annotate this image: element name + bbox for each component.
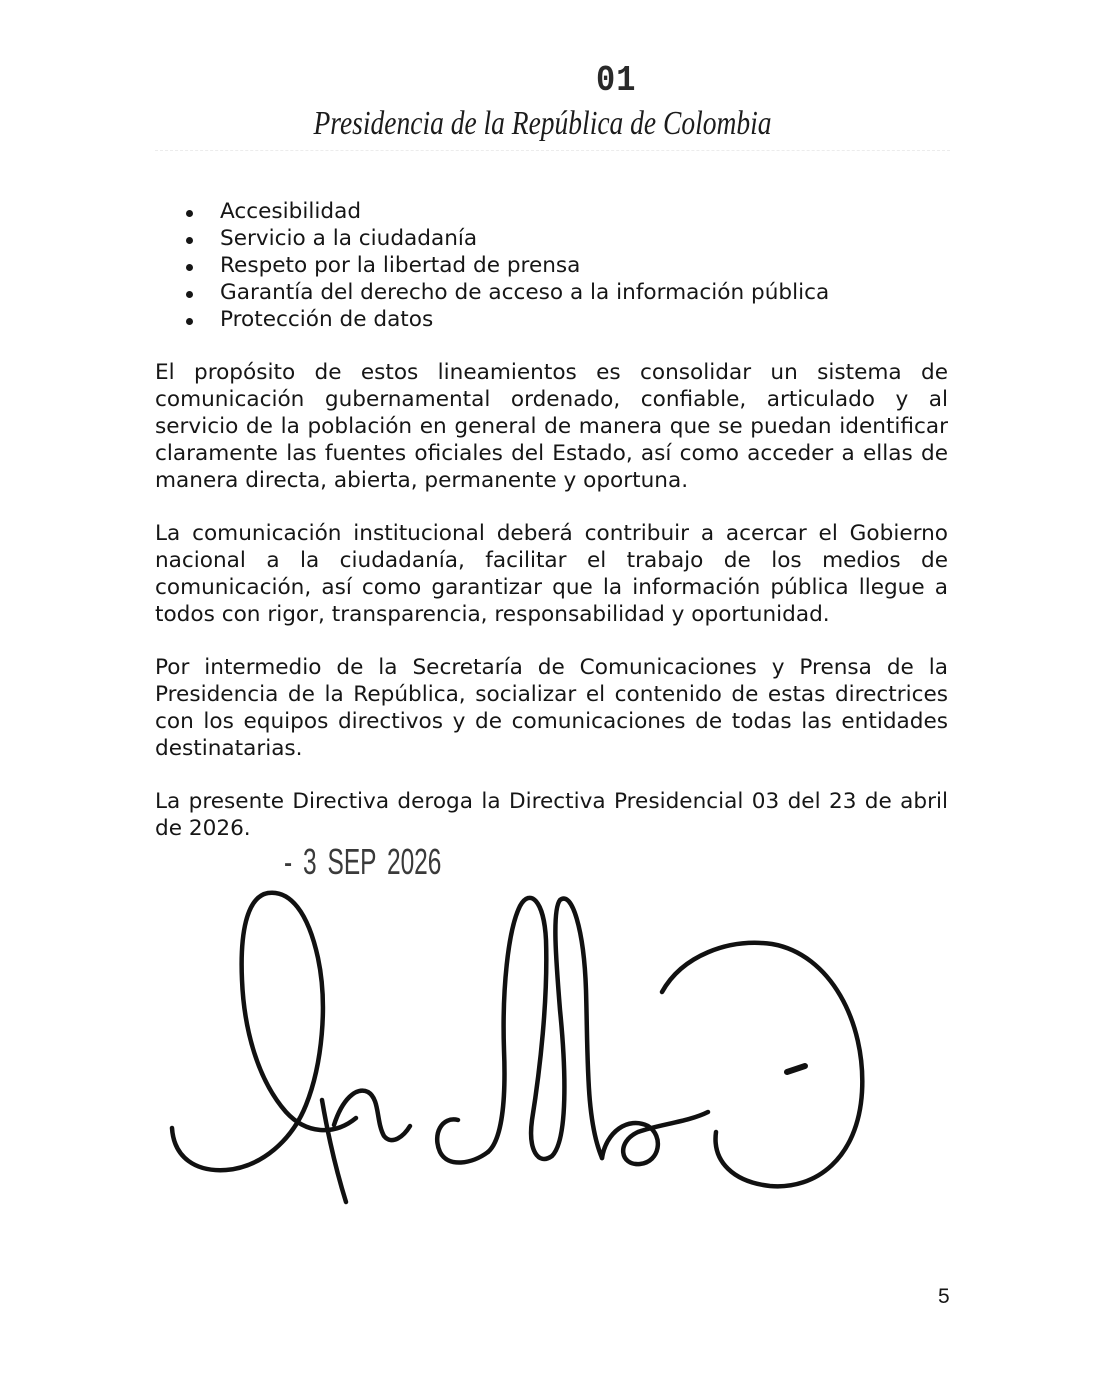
list-item — [155, 198, 948, 225]
list-item — [155, 279, 948, 306]
paragraph-line: Presidencia de la República, socializar el contenido de estas directrices — [155, 682, 948, 707]
list-item — [155, 225, 948, 252]
paragraph-line: comunicación gubernamental ordenado, confiable, articulado y al — [155, 387, 948, 412]
paragraph-line: con los equipos directivos y de comunicaciones de todas las entidades — [155, 709, 948, 734]
paragraph-repeal — [155, 788, 948, 842]
paragraph-line: de 2026. — [155, 816, 251, 841]
signature-stroke — [602, 1112, 708, 1164]
paragraph-institutional-communication — [155, 520, 948, 628]
bullet-icon — [186, 264, 193, 271]
paragraph-secretariat — [155, 654, 948, 762]
paragraph-line: nacional a la ciudadanía, facilitar el trabajo de los medios de — [155, 548, 948, 573]
bullet-icon — [186, 291, 193, 298]
paragraph-line: manera directa, abierta, permanente y oportuna. — [155, 468, 689, 493]
bullet-icon — [186, 210, 193, 217]
signature-stroke — [662, 943, 862, 1186]
document-number: 01 — [596, 59, 637, 102]
paragraph-line: todos con rigor, transparencia, responsabilidad y oportunidad. — [155, 602, 830, 627]
bullet-icon — [186, 237, 193, 244]
paragraph-line: El propósito de estos lineamientos es consolidar un sistema de — [155, 360, 948, 385]
list-item — [155, 306, 948, 333]
bullet-list — [155, 198, 948, 333]
date-stamp: - 3 SEP 2026 — [284, 841, 442, 882]
list-item-text: Garantía del derecho de acceso a la información pública — [220, 280, 830, 305]
paragraph-line: La comunicación institucional deberá contribuir a acercar el Gobierno — [155, 521, 948, 546]
paragraph-line: Por intermedio de la Secretaría de Comunicaciones y Prensa de la — [155, 655, 948, 680]
paragraph-line: destinatarias. — [155, 736, 303, 761]
paragraph-line: La presente Directiva deroga la Directiva Presidencial 03 del 23 de abril — [155, 789, 948, 814]
signature-stroke — [322, 1100, 346, 1202]
list-item-text: Accesibilidad — [220, 199, 362, 224]
page-number: 5 — [938, 1285, 950, 1308]
signature-stroke — [334, 1091, 410, 1141]
paragraph-line: comunicación, así como garantizar que la información pública llegue a — [155, 575, 948, 600]
letterhead-rule — [155, 150, 950, 151]
paragraph-purpose — [155, 359, 948, 494]
signature-stroke — [787, 1066, 805, 1072]
signature-stroke — [488, 898, 602, 1159]
list-item-text: Respeto por la libertad de prensa — [220, 253, 581, 278]
signature — [150, 875, 880, 1215]
list-item-text: Servicio a la ciudadanía — [220, 226, 478, 251]
paragraph-line: servicio de la población en general de manera que se puedan identificar — [155, 414, 948, 439]
letterhead: Presidencia de la República de Colombia — [313, 103, 772, 142]
document-body — [155, 198, 948, 868]
signature-stroke — [437, 1119, 488, 1162]
list-item — [155, 252, 948, 279]
paragraph-line: claramente las fuentes oficiales del Estado, así como acceder a ellas de — [155, 441, 948, 466]
bullet-icon — [186, 318, 193, 325]
list-item-text: Protección de datos — [220, 307, 434, 332]
